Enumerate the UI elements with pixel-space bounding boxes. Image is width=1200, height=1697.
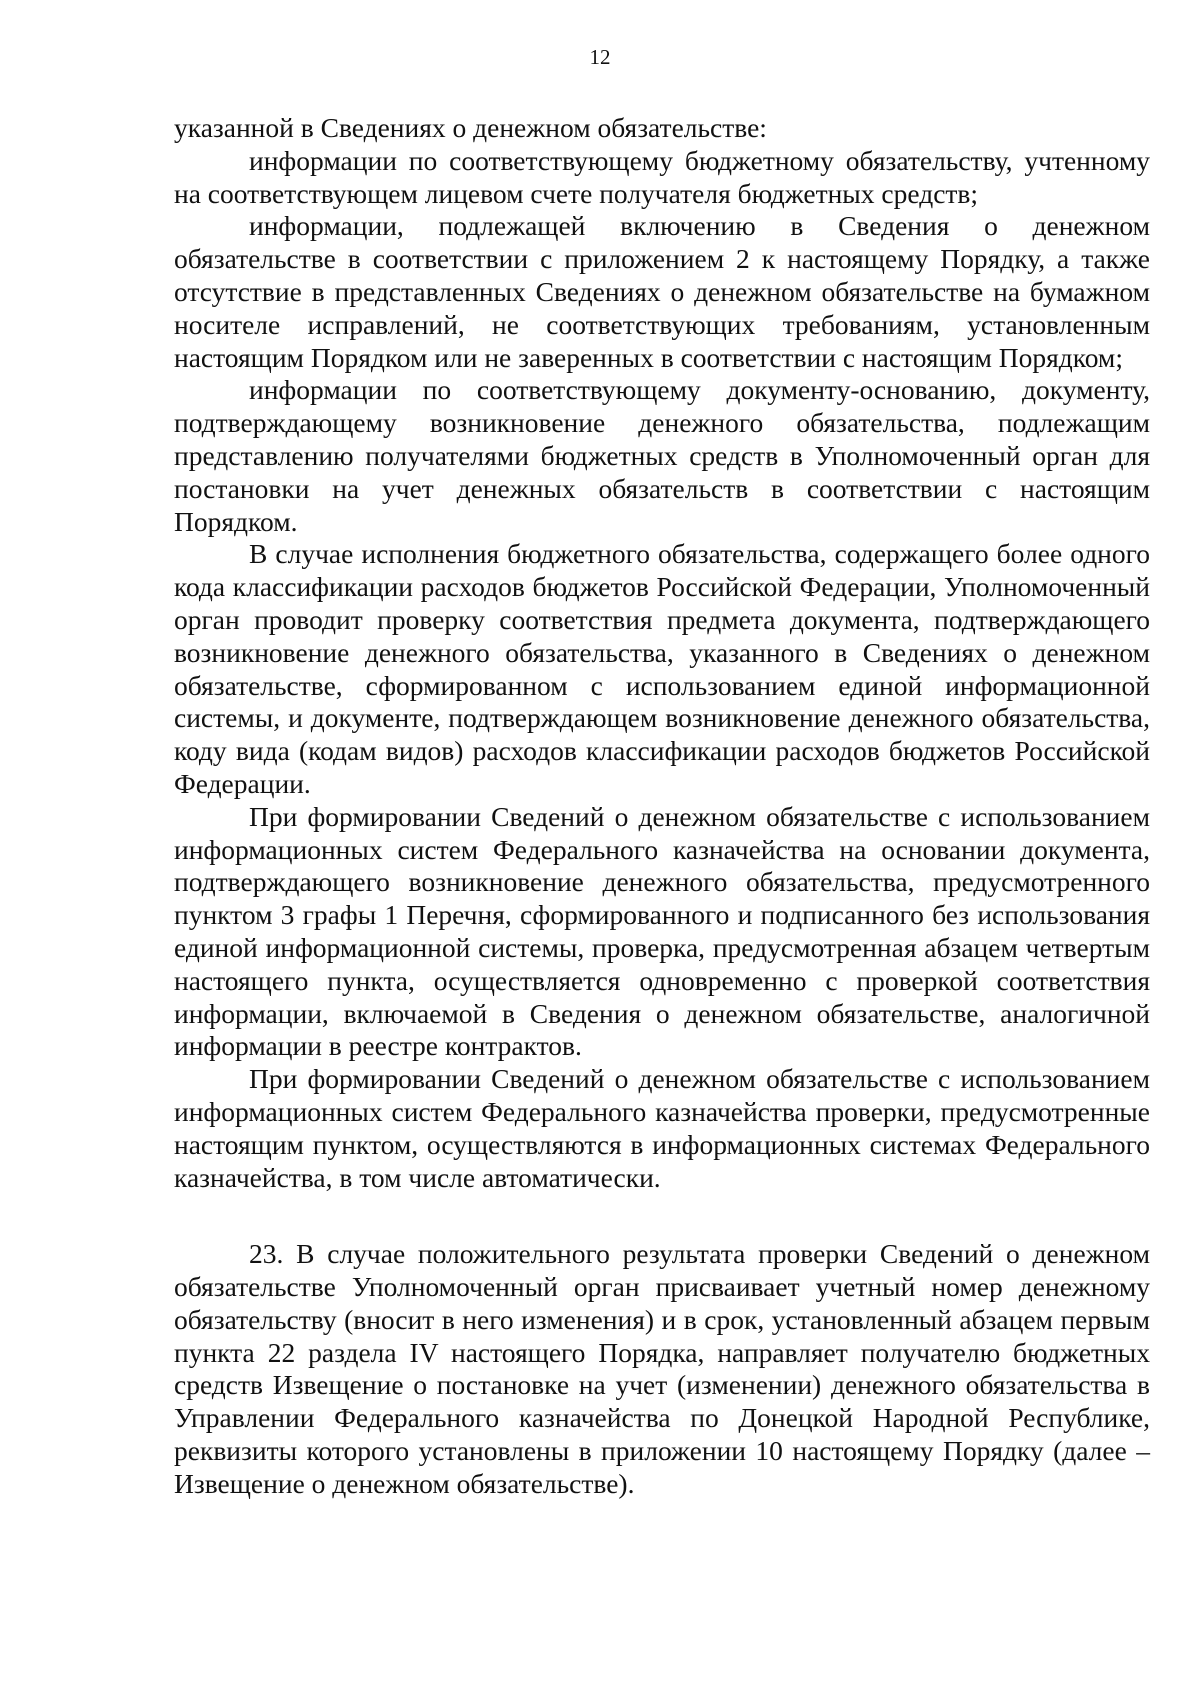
- paragraph-intro: указанной в Сведениях о денежном обязательстве:: [174, 112, 767, 143]
- page-number: 12: [589, 45, 611, 69]
- document-body: [174, 112, 1150, 1501]
- paragraph-budget-obligation-info: информации по соответствующему бюджетному обязательству, учтенному на соответствующем лицевом счете получателя бюджетных средств;: [174, 144, 1150, 209]
- paragraph-automatic-checks: При формировании Сведений о денежном обязательстве с использованием информационных систем Федерального казначейства проверки, предусмотренные настоящим пунктом, осуществляются в информационных системах Федерального казначейства, в том числе автоматически.: [174, 1063, 1150, 1193]
- paragraph-inclusion-info: информации, подлежащей включению в Сведения о денежном обязательстве в соответствии с приложением 2 к настоящему Порядку, а также отсутствие в представленных Сведениях о денежном обязательстве на бумажном носителе исправлений, не соответствующих требованиям, установленным настоящим Порядком или не заверенных в соответствии с настоящим Порядком;: [174, 210, 1150, 373]
- paragraph-item-23: 23. В случае положительного результата проверки Сведений о денежном обязательстве Уполномоченный орган присваивает учетный номер денежному обязательству (вносит в него изменения) и в срок, установленный абзацем первым пункта 22 раздела IV настоящего Порядка, направляет получателю бюджетных средств Извещение о постановке на учет (изменении) денежного обязательства в Управлении Федерального казначейства по Донецкой Народной Республике, реквизиты которого установлены в приложении 10 настоящему Порядку (далее – Извещение о денежном обязательстве).: [174, 1238, 1150, 1499]
- paragraph-multiple-codes: В случае исполнения бюджетного обязательства, содержащего более одного кода классификации расходов бюджетов Российской Федерации, Уполномоченный орган проводит проверку соответствия предмета документа, подтверждающего возникновение денежного обязательства, указанного в Сведениях о денежном обязательстве, сформированном с использованием единой информационной системы, и документе, подтверждающем возникновение денежного обязательства, коду вида (кодам видов) расходов классификации расходов бюджетов Российской Федерации.: [174, 538, 1150, 799]
- paragraph-formation-without-eis: При формировании Сведений о денежном обязательстве с использованием информационных систем Федерального казначейства на основании документа, подтверждающего возникновение денежного обязательства, предусмотренного пунктом 3 графы 1 Перечня, сформированного и подписанного без использования единой информационной системы, проверка, предусмотренная абзацем четвертым настоящего пункта, осуществляется одновременно с проверкой соответствия информации, включаемой в Сведения о денежном обязательстве, аналогичной информации в реестре контрактов.: [174, 800, 1150, 1062]
- paragraph-basis-document-info: информации по соответствующему документу-основанию, документу, подтверждающему возникновение денежного обязательства, подлежащим представлению получателями бюджетных средств в Уполномоченный орган для постановки на учет денежных обязательств в соответствии с настоящим Порядком.: [174, 374, 1150, 537]
